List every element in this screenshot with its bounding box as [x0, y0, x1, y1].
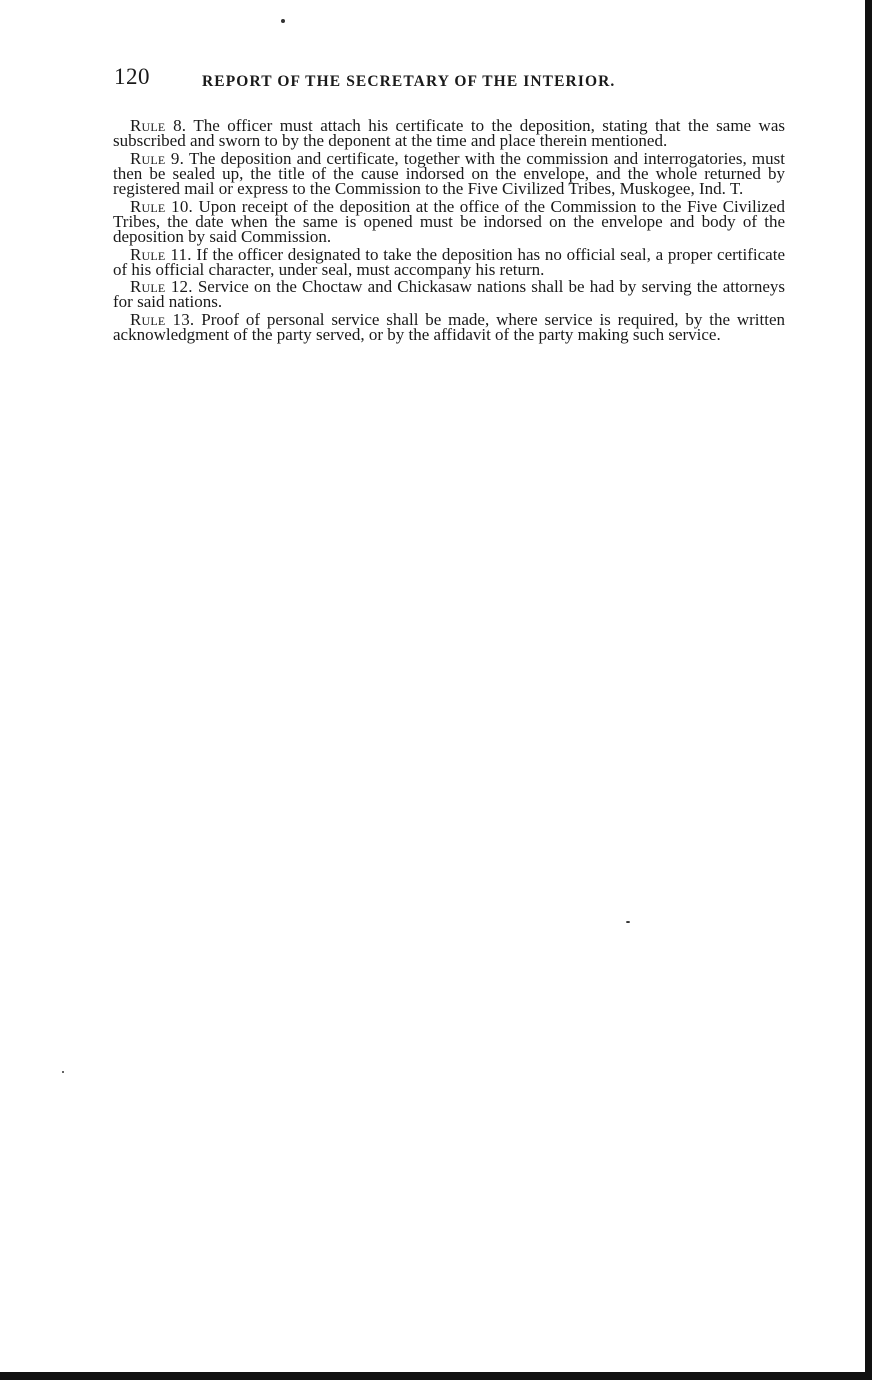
rule-paragraph: [113, 116, 785, 151]
rule-text: Service on the Choctaw and Chickasaw nations shall be had by serving the attorneys for said nations.: [113, 277, 786, 312]
rule-label: Rule 9.: [130, 148, 185, 168]
rule-label: Rule 12.: [130, 277, 193, 297]
rule-paragraph: [113, 277, 786, 312]
rule-text: If the officer designated to take the deposition has no official seal, a proper certificate of his official character, under seal, must accompany his return.: [113, 244, 785, 279]
running-title: REPORT OF THE SECRETARY OF THE INTERIOR.: [202, 73, 616, 90]
scan-edge-bottom: [0, 1372, 872, 1380]
rule-paragraph: [113, 148, 785, 199]
scan-edge-right: [865, 0, 872, 1380]
scan-speck: [626, 921, 630, 923]
rule-text: Upon receipt of the deposition at the office of the Commission to the Five Civilized Tribes, the date when the same is opened must be indorsed on the envelope and body of the deposition by said Commission.: [113, 196, 786, 247]
rule-paragraph: [113, 244, 785, 279]
rule-paragraph: [113, 196, 786, 247]
rule-label: Rule 10.: [130, 196, 194, 216]
rule-label: Rule 8.: [130, 116, 187, 135]
scan-speck: [281, 19, 285, 23]
rule-text: Proof of personal service shall be made, where service is required, by the written acknowledgment of the party served, or by the affidavit of the party making such service.: [113, 309, 786, 345]
rule-label: Rule 11.: [130, 244, 192, 264]
page-number: 120: [114, 64, 150, 89]
scan-speck: [62, 1071, 64, 1073]
rule-text: The deposition and certificate, together with the commission and interrogatories, must then be sealed up, the title of the cause indorsed on the envelope, and the whole returned by registered mail or express to the Commission to the Five Civilized Tribes, Muskogee, Ind. T.: [113, 148, 785, 199]
rule-paragraph: [113, 309, 786, 345]
rules-text: [113, 118, 785, 345]
rule-text: The officer must attach his certificate to the deposition, stating that the same was subscribed and sworn to by the deponent at the time and place therein mentioned.: [113, 116, 785, 151]
rule-label: Rule 13.: [130, 309, 195, 329]
page-header: [114, 64, 804, 96]
